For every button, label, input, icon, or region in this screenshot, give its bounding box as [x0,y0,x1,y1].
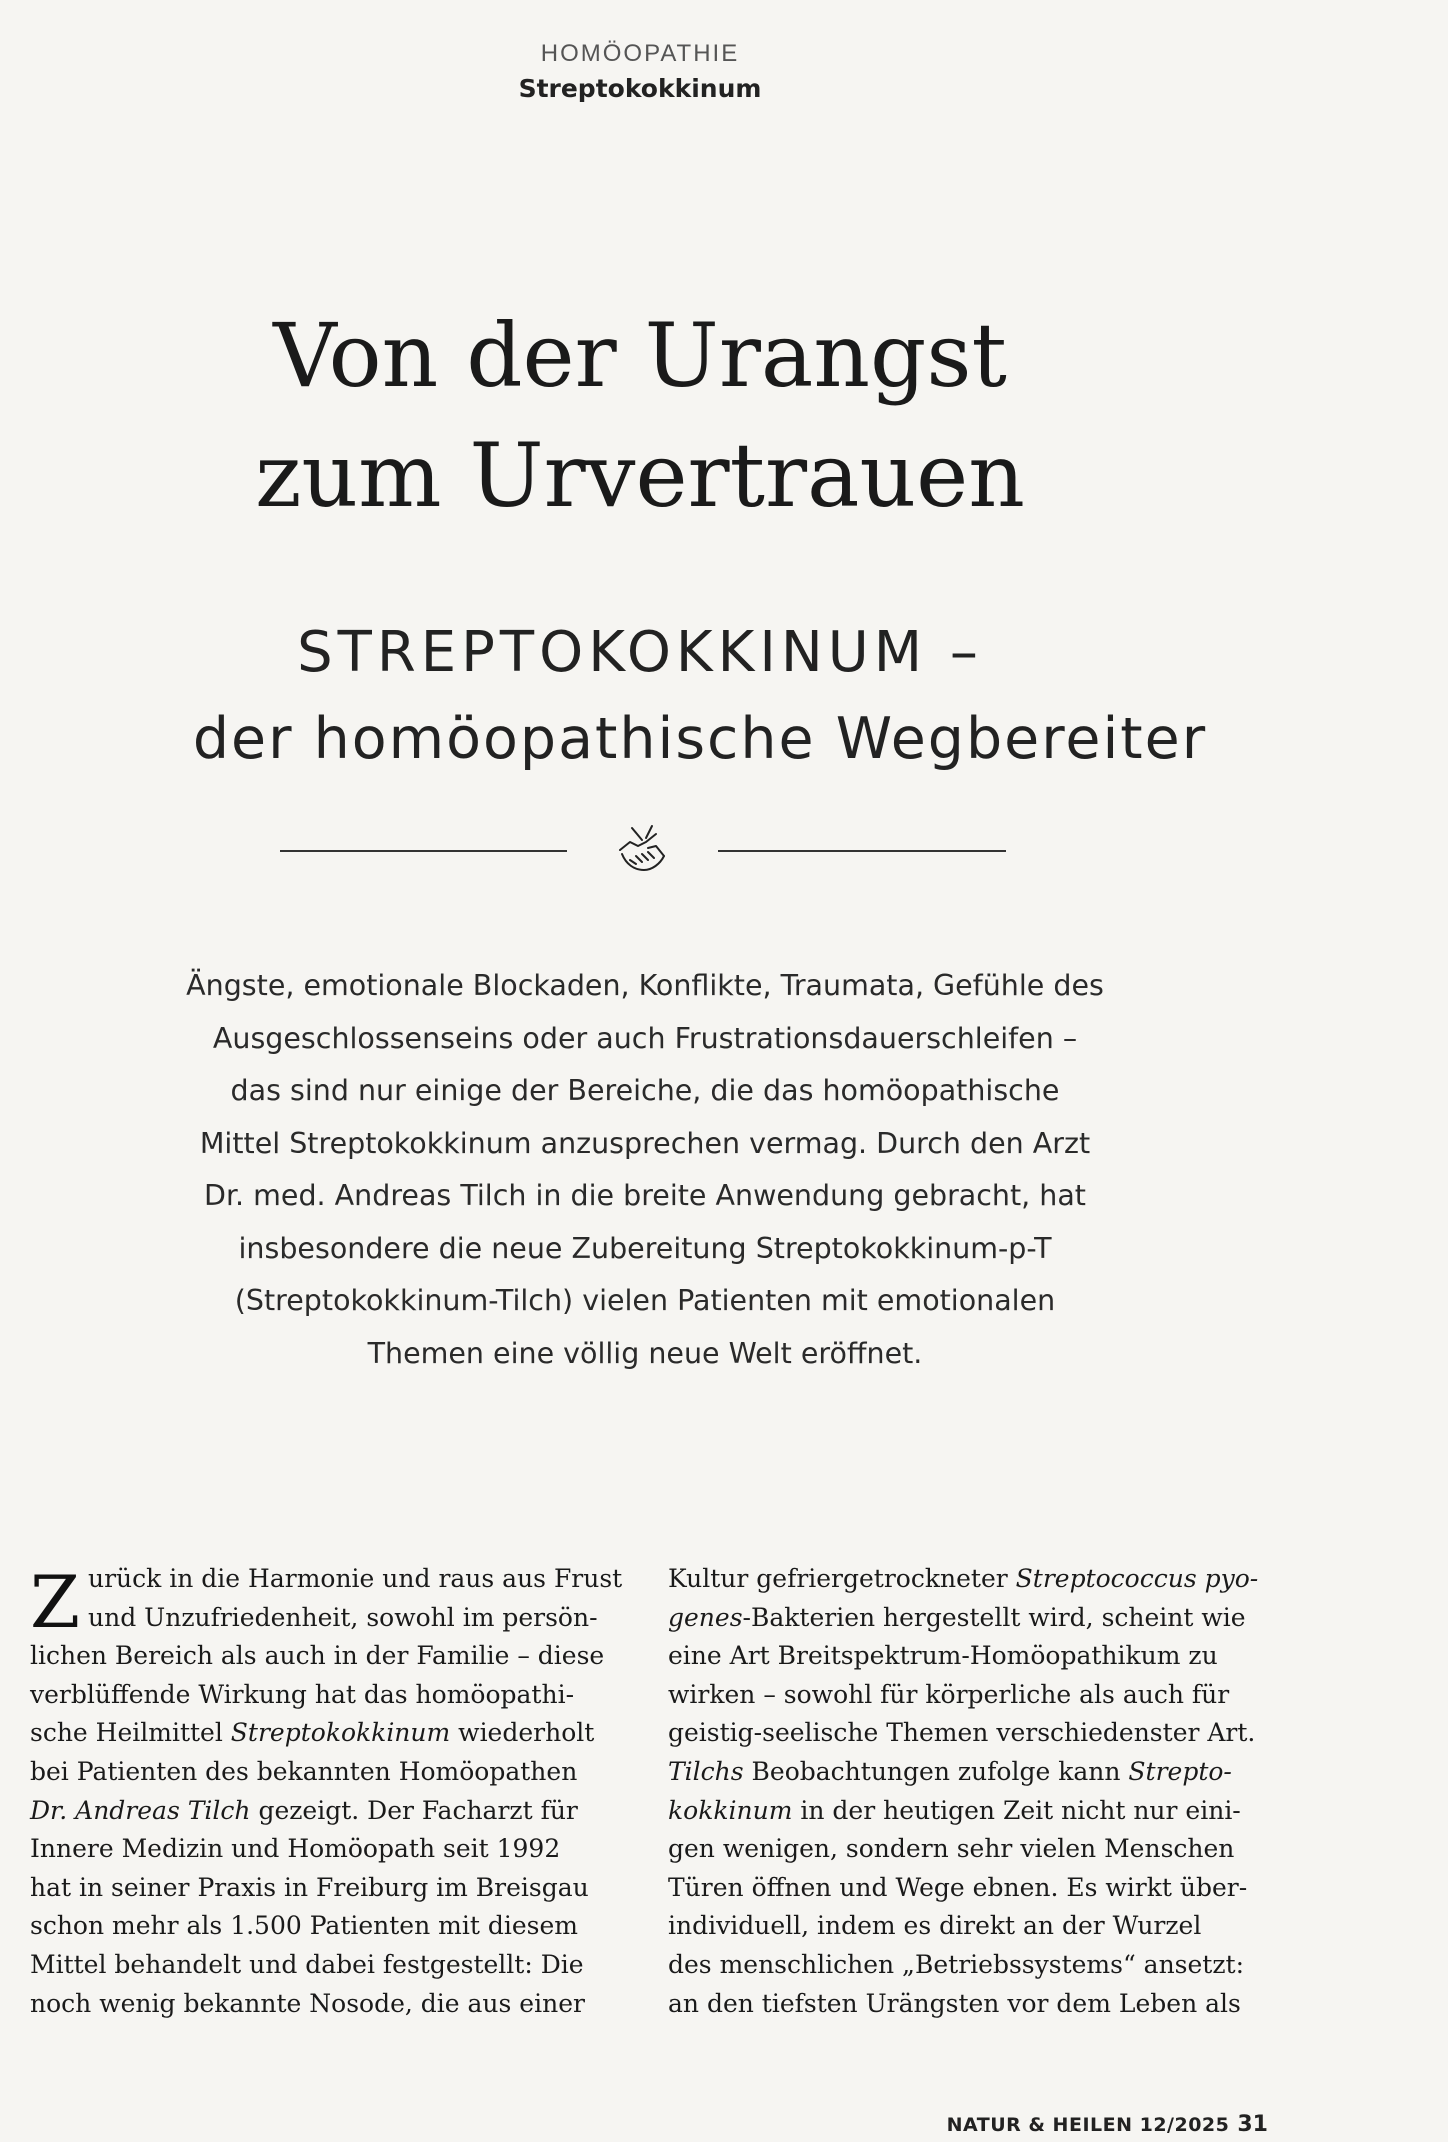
body-line [668,1676,1268,1715]
subtitle-line-1: STREPTOKOKKINUM – [297,620,983,685]
body-text: gen wenigen, sondern sehr vielen Menschen [668,1834,1235,1864]
article-title [0,296,1280,536]
body-text: individuell, indem es direkt an der Wurzel [668,1911,1202,1941]
divider-right [718,850,1006,852]
page-number: 31 [1237,2112,1268,2137]
body-text: noch wenig bekannte Nosode, die aus einer [30,1988,585,2018]
body-text: und Unzufriedenheit, sowohl im persön- [88,1602,598,1632]
body-italic-text: Tilchs [668,1756,744,1786]
body-column-left [30,1560,630,2023]
body-text: gezeigt. Der Facharzt für [250,1795,578,1825]
body-line [30,1830,630,1869]
body-text: Türen öffnen und Wege ebnen. Es wirkt über- [668,1872,1248,1902]
lead-line: das sind nur einige der Bereiche, die das homöopathische [230,1074,1060,1107]
lead-line: Ausgeschlossenseins oder auch Frustrationsdauerschleifen – [212,1021,1078,1055]
body-line [668,1830,1268,1869]
body-line [668,1985,1268,2024]
subtitle-line-2: der homöopathische Wegbereiter [192,706,1208,772]
body-line [30,1792,630,1831]
lead-line: Themen eine völlig neue Welt eröffnet. [367,1336,923,1370]
body-line [668,1869,1268,1908]
handshake-icon [612,820,672,880]
body-text: wirken – sowohl für körperliche als auch für [668,1679,1230,1709]
body-line [30,1869,630,1908]
body-column-right [668,1560,1268,2023]
body-italic-text: kokkinum [668,1795,793,1825]
body-text: eine Art Breitspektrum-Homöopathikum zu [668,1641,1218,1671]
body-text: schon mehr als 1.500 Patienten mit diesem [30,1911,578,1941]
body-line [668,1792,1268,1831]
lead-line: insbesondere die neue Zubereitung Streptokokkinum-p-T [238,1231,1052,1265]
lead-line: Ängste, emotionale Blockaden, Konflikte, Traumata, Gefühle des [186,969,1104,1002]
lead-paragraph [120,960,1170,1380]
body-italic-text: Strepto- [1128,1756,1232,1786]
body-line [30,1560,630,1599]
lead-line: Mittel Streptokokkinum anzusprechen vermag. Durch den Arzt [199,1126,1091,1160]
body-text: -Bakterien hergestellt wird, scheint wie [742,1602,1246,1632]
body-text: verblüffende Wirkung hat das homöopathi- [30,1679,575,1709]
lead-line: (Streptokokkinum-Tilch) vielen Patienten mit emotionalen [234,1284,1056,1317]
body-line [668,1560,1268,1599]
body-text: Kultur gefriergetrockneter [668,1564,1016,1593]
body-line [30,1637,630,1676]
body-line [30,1946,630,1985]
lead-line: Dr. med. Andreas Tilch in die breite Anwendung gebracht, hat [204,1179,1086,1212]
body-text: Innere Medizin und Homöopath seit 1992 [30,1834,561,1864]
body-text: an den tiefsten Urängsten vor dem Leben als [668,1988,1241,2018]
magazine-issue: NATUR & HEILEN 12/2025 [946,2114,1230,2136]
section-subtitle: Streptokokkinum [518,74,762,103]
body-line [668,1946,1268,1985]
body-text: hat in seiner Praxis in Freiburg im Breisgau [30,1872,589,1902]
divider-left [280,850,567,852]
body-line [30,1714,630,1753]
body-line [668,1753,1268,1792]
section-label: HOMÖOPATHIE [540,40,740,67]
body-line [668,1714,1268,1753]
body-text: geistig-seelische Themen verschiedenster Art. [668,1718,1256,1748]
title-line-2: zum Urvertrauen [255,424,1025,527]
body-italic-text: genes [668,1602,743,1632]
body-line [30,1985,630,2024]
body-line [30,1907,630,1946]
body-italic-text: Streptokokkinum [230,1718,451,1748]
body-line [30,1599,630,1638]
page-footer [947,2112,1268,2137]
body-italic-text: Streptococcus pyo- [1015,1564,1259,1593]
body-text: in der heutigen Zeit nicht nur eini- [792,1795,1241,1825]
title-line-1: Von der Urangst [273,304,1007,407]
body-text: urück in die Harmonie und raus aus Frust [88,1564,623,1593]
body-line [668,1907,1268,1946]
body-line [668,1637,1268,1676]
body-line [30,1676,630,1715]
body-text: lichen Bereich als auch in der Familie – diese [30,1641,605,1671]
body-line [668,1599,1268,1638]
body-text: wiederholt [450,1718,595,1748]
body-text: bei Patienten des bekannten Homöopathen [30,1756,578,1786]
body-italic-text: Dr. Andreas Tilch [30,1795,251,1825]
drop-cap: Z [30,1560,81,1644]
body-line [30,1753,630,1792]
body-text: Mittel behandelt und dabei festgestellt: Die [30,1949,584,1979]
body-text: Beobachtungen zufolge kann [743,1756,1129,1786]
body-text: des menschlichen „Betriebssystems“ ansetzt: [668,1949,1244,1979]
body-text: sche Heilmittel [30,1718,231,1748]
